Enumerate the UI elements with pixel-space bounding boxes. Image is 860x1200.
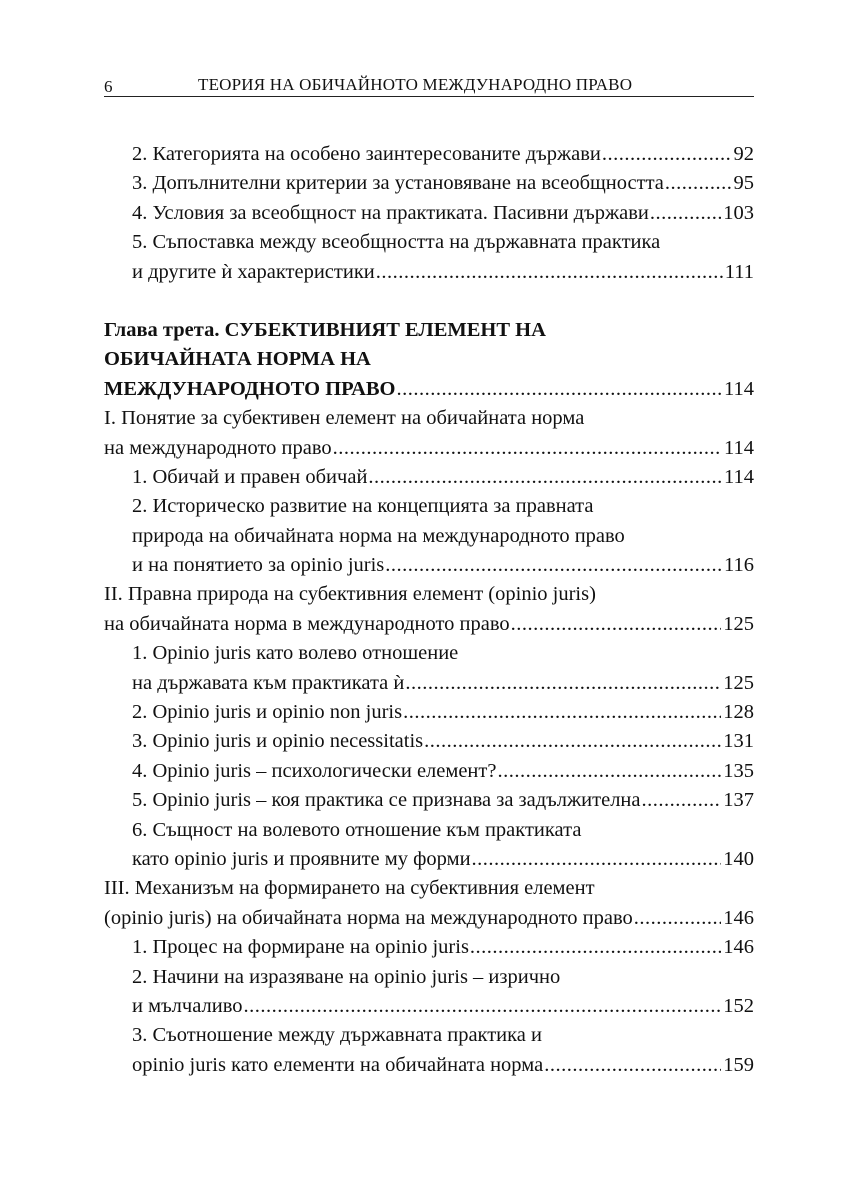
dot-leader (385, 551, 722, 580)
toc-entry (104, 727, 754, 756)
toc-section-entry (104, 904, 754, 933)
toc-page-number: 152 (723, 994, 754, 1017)
toc-entry (104, 845, 754, 874)
toc-entry-title: и другите ѝ характеристики (132, 260, 375, 283)
toc-entry-title: на обичайната норма в международното право (104, 612, 510, 635)
dot-leader (472, 845, 722, 874)
toc-page-number: 125 (723, 671, 754, 694)
page-number: 6 (104, 77, 113, 96)
toc-entry (104, 669, 754, 698)
toc-entry-title: 3. Opinio juris и opinio necessitatis (132, 730, 424, 753)
dot-leader (397, 375, 722, 404)
running-header (104, 74, 754, 97)
toc-entry (104, 698, 754, 727)
chapter-heading-title: МЕЖДУНАРОДНОТО ПРАВО (104, 377, 396, 400)
dot-leader (602, 140, 732, 169)
dot-leader (634, 904, 721, 933)
toc-entry-title: 2. Opinio juris и opinio non juris (132, 701, 403, 724)
toc-entry-title: като opinio juris и проявните му форми (132, 847, 471, 870)
chapter-heading-line: Глава трета. СУБЕКТИВНИЯТ ЕЛЕМЕНТ НА (104, 318, 546, 341)
toc-page-number: 125 (723, 612, 754, 635)
toc-entry (104, 199, 754, 228)
toc-entry (104, 551, 754, 580)
dot-leader (544, 1051, 721, 1080)
toc-page-number: 111 (724, 260, 754, 283)
toc-entry (104, 463, 754, 492)
toc-entry (104, 992, 754, 1021)
toc-page-number: 137 (723, 789, 754, 812)
toc-page-number: 128 (723, 701, 754, 724)
toc-entry-title: 4. Условия за всеобщност на практиката. Пасивни държави (132, 201, 649, 224)
toc-entry-title: и мълчаливо (132, 994, 243, 1017)
toc-section-line: III. Механизъм на формирането на субективния елемент (104, 877, 595, 900)
dot-leader (511, 610, 722, 639)
dot-leader (333, 434, 722, 463)
toc-entry (104, 258, 754, 287)
toc-entry (104, 757, 754, 786)
toc-entry-title: 1. Обичай и правен обичай (132, 465, 368, 488)
toc-entry-title: и на понятието за opinio juris (132, 554, 385, 577)
toc-entry-line: 5. Съпоставка между всеобщността на държавната практика (132, 231, 661, 254)
toc-entry (104, 169, 754, 198)
toc-entry-line: 2. Историческо развитие на концепцията за правната (132, 495, 594, 518)
toc-page-number: 114 (724, 377, 754, 400)
toc-entry-title: 5. Opinio juris – коя практика се признава за задължителна (132, 789, 641, 812)
toc-page-number: 114 (724, 465, 754, 488)
toc-entry-title: 2. Категорията на особено заинтересованите държави (132, 143, 601, 165)
toc-section-entry (104, 610, 754, 639)
toc-page-number: 140 (723, 847, 754, 870)
toc-section-line: I. Понятие за субективен елемент на обичайната норма (104, 407, 585, 430)
toc-page-number: 131 (723, 730, 754, 753)
toc-page-number: 146 (723, 936, 754, 959)
chapter-heading-entry (104, 375, 754, 404)
toc-page-number: 92 (733, 143, 754, 165)
toc-entry-line: 3. Съотношение между държавната практика и (132, 1024, 542, 1047)
toc-entry (104, 786, 754, 815)
toc-entry-title: 4. Opinio juris – психологически елемент? (132, 759, 497, 782)
toc-section-entry (104, 434, 754, 463)
toc-entry (104, 933, 754, 962)
dot-leader (424, 727, 721, 756)
toc-page-number: 116 (724, 554, 754, 577)
toc-entry-line: 2. Начини на изразяване на opinio juris – изрично (132, 965, 561, 988)
toc-page-number: 103 (723, 201, 754, 224)
toc-page-number: 146 (723, 906, 754, 929)
dot-leader (470, 933, 721, 962)
dot-leader (403, 698, 721, 727)
toc-entry-title: (opinio juris) на обичайната норма на международното право (104, 906, 633, 929)
toc-page-number: 95 (733, 172, 754, 195)
toc-entry-line: 1. Opinio juris като волево отношение (132, 642, 459, 665)
dot-leader (405, 669, 721, 698)
toc-page-number: 159 (723, 1053, 754, 1076)
toc-page-number: 135 (723, 759, 754, 782)
toc-section-line: II. Правна природа на субективния елемент (opinio juris) (104, 583, 596, 606)
dot-leader (376, 258, 723, 287)
toc-entry-title: opinio juris като елементи на обичайната норма (132, 1053, 544, 1076)
dot-leader (665, 169, 732, 198)
toc-entry-line: 6. Същност на волевото отношение към практиката (132, 818, 582, 841)
toc-entry-title: на международното право (104, 436, 332, 459)
toc-entry-title: 3. Допълнителни критерии за установяване на всеобщността (132, 172, 664, 195)
running-header-title: ТЕОРИЯ НА ОБИЧАЙНОТО МЕЖДУНАРОДНО ПРАВО (198, 75, 633, 94)
dot-leader (243, 992, 721, 1021)
dot-leader (642, 786, 722, 815)
toc-entry-line: природа на обичайната норма на международното право (132, 524, 625, 547)
dot-leader (497, 757, 721, 786)
toc-page-number: 114 (724, 436, 754, 459)
chapter-heading-line: ОБИЧАЙНАТА НОРМА НА (104, 348, 371, 371)
toc-entry (104, 1051, 754, 1080)
toc-entry-title: на държавата към практиката ѝ (132, 671, 405, 694)
dot-leader (650, 199, 721, 228)
table-of-contents (104, 140, 754, 1080)
dot-leader (368, 463, 722, 492)
toc-entry (104, 140, 754, 169)
toc-entry-title: 1. Процес на формиране на opinio juris (132, 936, 469, 959)
